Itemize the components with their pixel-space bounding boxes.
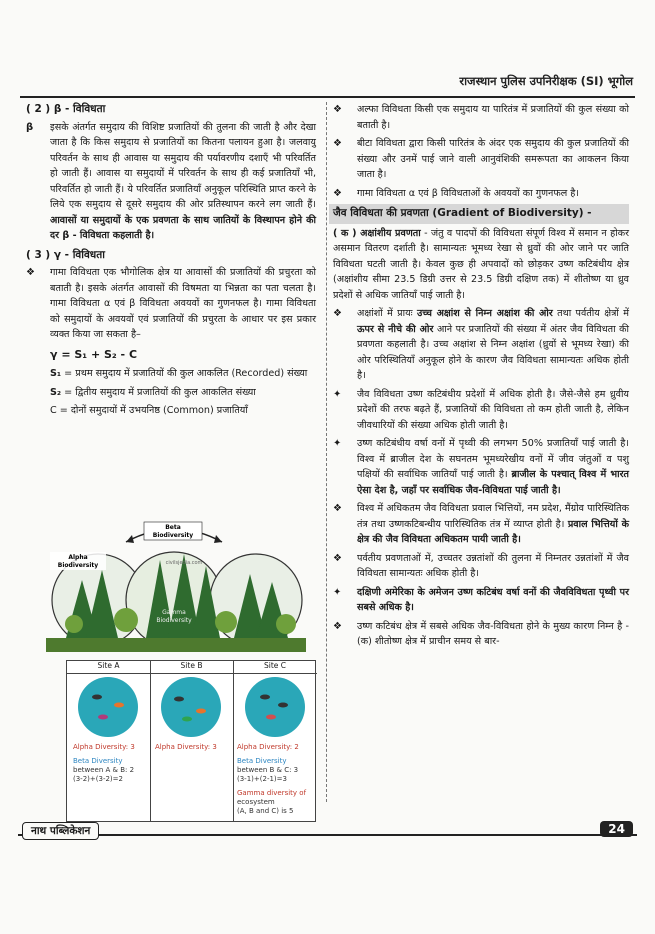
def-s2: S₂ = द्वितीय समुदाय में प्रजातियों की कुल आकलित संख्या [50, 386, 256, 398]
gradient-heading: जैव विविधता की प्रवणता (Gradient of Biodiversity) - [329, 204, 629, 224]
diamond-bullet-icon: ❖ [26, 267, 35, 278]
diamond-bullet-icon: ❖ [333, 503, 342, 514]
diamond-bullet-icon: ❖ [333, 104, 342, 115]
alpha-label: Alpha [68, 554, 88, 561]
watermark: civilsjedia.com [165, 560, 203, 566]
gamma-text: गामा विविधता एक भौगोलिक क्षेत्र या आवासों की प्रजातियों की प्रचुरता को बताती है। इसके अंतर्गत आवासों की विषमता या भिन्नता का पता चलता है। गामा विविधता α एवं β विविधता अवयवों का गुणनफल है। गामा विविधता को समुदायों के अवयवों एवं प्रजातियों की प्रचुरता के आधार पर इस प्रकार व्यक्त किया जा सकता है– [50, 267, 316, 340]
left-column [26, 102, 316, 422]
beta-marker: β [26, 121, 34, 133]
site-fish-circles [67, 675, 317, 739]
gamma-formula: γ = S₁ + S₂ - C [50, 347, 138, 361]
diamond-bullet-icon: ❖ [333, 187, 342, 199]
alpha-point: ❖ अल्फा विविधता किसी एक समुदाय या पारितंत्र में प्रजातियों की कुल संख्या को बताती है। [333, 102, 629, 133]
alpha-b: Alpha Diversity: 3 [155, 743, 217, 751]
column-divider [326, 102, 327, 802]
def-c: C = दोनों समुदायों में उभयनिष्ठ (Common) प्रजातियाँ [50, 405, 248, 416]
mountain-point: ❖ पर्वतीय प्रवणताओं में, उच्चतर उन्नतांशों की तुलना में निम्नतर उन्नतांशों में जैव विविधता सामान्यतः अधिक होती है। [333, 551, 629, 582]
footer-rule [18, 828, 637, 842]
beta-definition: आवासों या समुदायों के एक प्रवणता के साथ जातियों के विस्थापन होने की दर β - विविधता कहलाती है। [50, 214, 316, 241]
diamond-bullet-icon: ❖ [333, 308, 342, 319]
biodiversity-illustration [46, 520, 306, 652]
gamma-label: Gamma [162, 609, 186, 616]
site-a-header: Site A [67, 661, 150, 674]
beta-text: इसके अंतर्गत समुदाय की विशिष्ट प्रजातियों की तुलना की जाती है और देखा जाता है कि किस समुदाय से प्रजातियों का कितना पलायन हुआ है। जलवायु परिवर्तन के साथ ही आवास या समुदाय की पर्यावरणीय दशाएँ भी परिवर्तित हो जाती हैं। आवास या समुदायों में परिवर्तन के साथ ही कई प्रजातियाँ भी, परिवर्तित हो जाती हैं। ये परिवर्तित प्रजातियाँ अनुकूल परिस्थिति प्राप्त करने के लिये एक समुदाय से दूसरे समुदाय की ओर प्रतिस्थापन करने लग जाती हैं। [50, 121, 316, 210]
beta-paragraph [26, 120, 316, 244]
gamma-point: ❖ गामा विविधता α एवं β विविधताओं के अवयवों का गुणनफल है। [333, 186, 629, 202]
header-rule [20, 96, 635, 98]
running-header: राजस्थान पुलिस उपनिरीक्षक (SI) भूगोल [459, 74, 633, 88]
diamond-bullet-icon: ❖ [333, 552, 342, 564]
def-s1: S₁ = प्रथम समुदाय में प्रजातियों की कुल आकलित (Recorded) संख्या [50, 368, 308, 379]
star-bullet-icon: ✦ [333, 388, 342, 400]
section-beta-heading: ( 2 ) β - विविधता [26, 103, 106, 115]
site-b-header: Site B [150, 661, 233, 674]
coral-point: ❖ विश्व में अधिकतम जैव विविधता प्रवाल भित्तियों, नम प्रदेश, मैंग्रोव पारिस्थितिक तंत्र तथा उष्णकटिबन्धीय पारिस्थितिक तंत्र में व्याप्त होती है। प्रवाल भित्तियों के क्षेत्र की जैव विविधता अधिकतम पायी जाती है। [333, 501, 629, 548]
page-number: 24 [600, 821, 633, 837]
section-gamma-heading: ( 3 ) γ - विविधता [26, 248, 105, 261]
rainforest-point: ✦ उष्ण कटिबंधीय वर्षा वनों में पृथ्वी की लगभग 50% प्रजातियाँ पाई जाती है। विश्व में ब्राजील देश के सघनतम भूमध्यरेखीय वनों में जीव जंतुओं व पशु पक्षियों की सर्वाधिक जातियाँ पाई जाती है। ब्राजील के पश्चात् विश्व में भारत ऐसा देश है, जहाँ पर सर्वाधिक जैव-विविधता पाई जाती है। [333, 436, 629, 498]
alpha-a: Alpha Diversity: 3 [73, 743, 135, 751]
site-c-header: Site C [233, 661, 317, 674]
amazon-point: ✦ दक्षिणी अमेरिका के अमेजन उष्ण कटिबंध वर्षा वनों की जैवविविधता पृथ्वी पर सबसे अधिक है। [333, 585, 629, 616]
gamma-paragraph [26, 265, 316, 343]
tropical-point: ✦ जैव विविधता उष्ण कटिबंधीय प्रदेशों में अधिक होती है। जैसे-जैसे हम ध्रुवीय प्रदेशों की तरफ बढ़ते हैं, प्रजातियों की विविधता तो कम होती जाती है, लेकिन जीवधारियों की संख्या अधिक होती जाती है। [333, 387, 629, 434]
reasons-point: ❖ उष्ण कटिबंध क्षेत्र में सबसे अधिक जैव-विविधता होने के मुख्य कारण निम्न है - (क) शीतोष्ण क्षेत्र में प्राचीन समय से बार- [333, 619, 629, 650]
star-bullet-icon: ✦ [333, 438, 342, 449]
alpha-c: Alpha Diversity: 2 [237, 743, 299, 751]
beta-point: ❖ बीटा विविधता द्वारा किसी पारितंत्र के अंदर एक समुदाय की कुल प्रजातियों की संख्या और उनमें पाई जाने वाली आनुवंशिकी समरूपता का आकलन किया जाता है। [333, 136, 629, 183]
svg-text:Biodiversity: Biodiversity [57, 562, 99, 569]
svg-text:Biodiversity: Biodiversity [152, 532, 194, 539]
latitudinal-gradient: ( क ) अक्षांशीय प्रवणता - जंतु व पादपों की विविधता संपूर्ण विश्व में समान न होकर असमान वितरण दर्शाती है। सामान्यतः भूमध्य रेखा से ध्रुवों की ओर जाने पर जाति विविधता घटती जाती है। केवल कुछ ही अपवादों को छोड़कर उष्ण कटिबंधीय क्षेत्र (अक्षांशीय सीमा 23.5 डिग्री उत्तर से 23.5 डिग्री दक्षिण तक) में शीतोष्ण या ध्रुव प्रदेशों से अधिक जातियाँ पाई जाती है। [333, 227, 629, 301]
publisher-badge: नाथ पब्लिकेशन [22, 822, 99, 840]
beta-label: Beta [165, 524, 181, 531]
svg-text:Biodiversity: Biodiversity [156, 617, 192, 624]
right-column [333, 102, 629, 653]
diversity-table: Site A Site B Site C Alpha Diversity: 3 Alpha Diversity: 3 Alpha Diversity: 2 Beta Diversity between A & B: 2 (3-2)+(3-2)=2 Beta Diversity between B & C: 3 (3-1)+(2-1)=3 Gamma diversity of ecosystem (A, B and C) is 5 [66, 660, 316, 822]
diamond-bullet-icon: ❖ [333, 138, 342, 149]
gradient-point: ❖ अक्षांशों में प्रायः उच्च अक्षांश से निम्न अक्षांश की ओर तथा पर्वतीय क्षेत्रों में ऊपर से नीचे की ओर आने पर प्रजातियों की संख्या में अंतर जैव विविधता की प्रवणता कहलाती है। उच्च अक्षांश से निम्न अक्षांश (ध्रुवों से भूमध्य रेखा) की ओर परिस्थितियाँ अनुकूल होने के कारण जैव विविधता सामान्यतः अधिक होती है। [333, 306, 629, 384]
star-bullet-icon: ✦ [333, 586, 342, 598]
diamond-bullet-icon: ❖ [333, 620, 342, 632]
